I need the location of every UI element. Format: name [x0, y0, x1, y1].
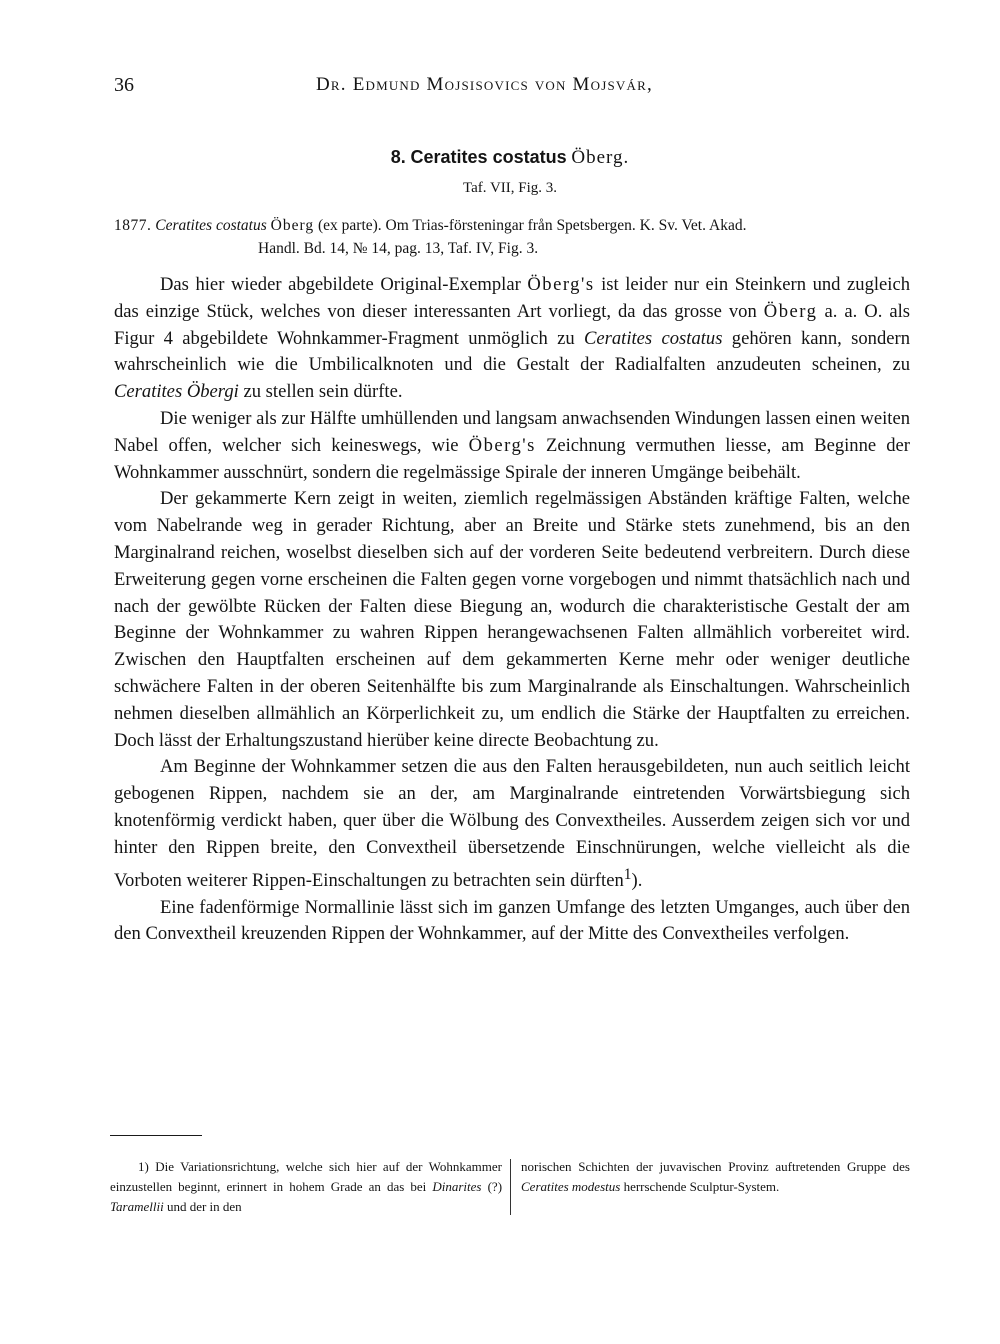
- footnote-column-divider: [510, 1159, 511, 1215]
- paragraph-4: [114, 754, 910, 894]
- p4-text-end: ).: [631, 869, 643, 891]
- fn-genus: Dinarites: [432, 1179, 482, 1194]
- paragraph-2: [114, 406, 910, 486]
- p1-text-a: Das hier wieder abgebildete Original-Exemplar: [160, 274, 521, 295]
- fn-species: Taramellii: [110, 1199, 164, 1214]
- p1-author-ref-2: Öberg: [763, 300, 818, 322]
- plate-reference: Taf. VII, Fig. 3.: [462, 180, 558, 196]
- synonymy-entry: [114, 214, 914, 260]
- species-heading: [0, 147, 1000, 169]
- fn-text-c: und der in den: [166, 1199, 242, 1214]
- synonymy-author: Öberg: [270, 217, 315, 234]
- p1-text-g: gehören kann, sondern wahrscheinlich wie die Umbilicalknoten und die Gestalt der Radialfalten anzudeuten scheinen, zu: [114, 327, 910, 376]
- p1-author-ref: Öberg's: [527, 274, 595, 295]
- species-number: 8.: [390, 147, 406, 167]
- fn-text-right-a: norischen Schichten der juvavischen Provinz auftretenden Gruppe des: [521, 1159, 910, 1174]
- footnote-marker[interactable]: 1: [623, 865, 632, 883]
- footnote-1: [110, 1157, 502, 1217]
- species-author: Öberg.: [571, 147, 630, 168]
- footnote-1-continued: [521, 1157, 910, 1197]
- synonymy-line-1: [114, 214, 914, 237]
- synonymy-species: Ceratites costatus: [155, 217, 267, 234]
- fn-query: (?): [487, 1179, 503, 1194]
- fn-species-modestus: Ceratites modestus: [521, 1179, 621, 1194]
- page-number: 36: [114, 74, 134, 96]
- p1-text-i: zu stellen sein dürfte.: [243, 381, 403, 403]
- paragraph-3: Der gekammerte Kern zeigt in weiten, ziemlich regelmässigen Abständen kräftige Falten, welche vom Nabelrande weg in gerader Richtung, aber an Breite und Stärke stets zunehmend, bis an den Marginalrand reichen, woselbst dieselben sich auf der vorderen Seite bedeutend verbreitern. Durch diese Erweiterung gegen vorne erscheinen die Falten gegen vorne vorgebogen und nimmt thatsächlich nach und nach der gewölbte Rücken der Falten diese Biegung an, wodurch die charakteristische Gestalt der am Beginne der Wohnkammer zu wahren Rippen herangewachsenen Falten allmählich vorbereitet wird. Zwischen den Hauptfalten erscheinen auf dem gekammerten Kerne mehr oder weniger deutliche schwächere Falten in der oberen Seitenhälfte bis zum Marginalrande als Einschaltungen. Wahrscheinlich nehmen dieselben allmählich an Körperlichkeit zu, um endlich die Stärke der Hauptfalten zu erreichen. Doch lässt der Erhaltungszustand hierüber keine directe Beobachtung zu.: [114, 488, 910, 751]
- p1-species-name: Ceratites costatus: [583, 327, 723, 349]
- footnote-column-left: [110, 1157, 502, 1217]
- page-header: [0, 74, 1000, 102]
- fn-text-right-b: herrschende Sculptur-System.: [623, 1179, 780, 1194]
- p1-text-c: ist leider nur ein Steinkern und zugleich das einzige Stück, welches von dieser interessanten Art vorliegt, da das grosse von: [114, 274, 910, 322]
- synonymy-citation: (ex parte). Om Trias-försteningar från Spetsbergen. K. Sv. Vet. Akad.: [317, 217, 747, 234]
- running-head: Dr. Edmund Mojsisovics von Mojsvár,: [316, 74, 653, 95]
- p1-species-name-2: Ceratites Öbergi: [114, 381, 239, 403]
- paragraph-5: Eine fadenförmige Normallinie lässt sich im ganzen Umfange des letzten Umganges, auch über den den Convextheil kreuzenden Rippen der Wohnkammer, auf der Mitte des Convextheiles verfolgen.: [114, 896, 910, 945]
- synonymy-line-2: Handl. Bd. 14, № 14, pag. 13, Taf. IV, Fig. 3.: [258, 240, 539, 257]
- fn-text-a: 1) Die Variationsrichtung, welche sich hier auf der Wohnkammer einzustellen beginnt, erinnert in hohem Grade an das bei: [110, 1159, 502, 1194]
- p2-text-a: Die weniger als zur Hälfte umhüllenden und langsam anwachsenden Windungen lassen einen weiten Nabel offen, welcher sich keineswegs, wie: [114, 407, 910, 456]
- p2-author-ref: Öberg's: [468, 434, 536, 456]
- p2-text-c: Zeichnung vermuthen liesse, am Beginne der Wohnkammer ausschnürt, sondern die regelmässige Spirale der inneren Umgänge beibehält.: [114, 434, 910, 483]
- p1-text-e: a. a. O. als Figur 4 abgebildete Wohnkammer-Fragment unmöglich zu: [114, 300, 911, 349]
- footnote-rule: [110, 1135, 202, 1136]
- species-name: Ceratites costatus: [410, 147, 567, 167]
- footnote-column-right: [521, 1157, 910, 1197]
- body-text: [114, 272, 910, 948]
- p4-text: Am Beginne der Wohnkammer setzen die aus den Falten herausgebildeten, nun auch seitlich leicht gebogenen Rippen, nachdem sie an der, am Marginalrande eintretenden Vorwärtsbiegung sich knotenförmig verdickt haben, quer über die Wölbung des Convextheiles. Ausserdem zeigen sich vor und hinter den Rippen breite, den Convextheil übersetzende Einschnürungen, welche vielleicht als die Vorboten weiterer Rippen-Einschaltungen zu betrachten sein dürften: [114, 756, 910, 891]
- synonymy-year: 1877.: [114, 217, 152, 234]
- paragraph-1: [114, 272, 910, 406]
